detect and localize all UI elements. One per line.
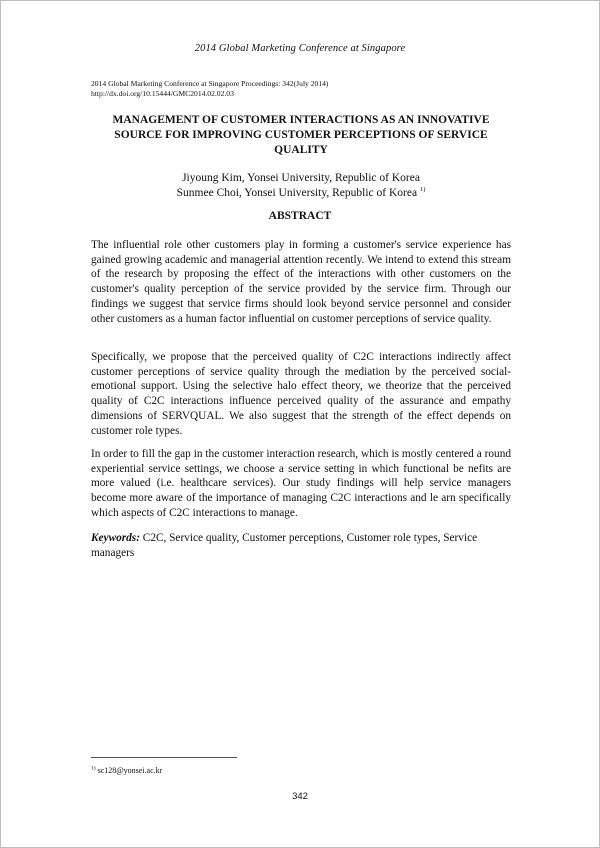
footnote-marker: 1) xyxy=(419,186,426,194)
footnote-mark: 1) xyxy=(91,765,96,772)
abstract-paragraph-1: The influential role other customers play in forming a customer's service experience has gained growing academic and managerial attention recently. We intend to extend this stream of the research by proposing the effect of the interactions with other customers on the customer's quality perception of the service provided by the service firm. Through our findings we suggest that service firms should look beyond service personnel and consider other customers as a human factor influential on customer perceptions of service quality. xyxy=(91,239,511,325)
page-number: 342 xyxy=(292,791,308,802)
doi-link[interactable]: http://dx.doi.org/10.15444/GMC2014.02.02.03 xyxy=(91,88,234,98)
proceedings-info xyxy=(91,79,328,98)
keywords-label: Keywords: xyxy=(91,532,140,544)
running-header: 2014 Global Marketing Conference at Singapore xyxy=(194,43,406,54)
keywords-text: C2C, Service quality, Customer perceptions, Customer role types, Service managers xyxy=(91,532,478,559)
author-block xyxy=(91,171,511,201)
title-line-2: SOURCE FOR IMPROVING CUSTOMER PERCEPTIONS OF SERVICE xyxy=(114,129,488,141)
abstract-heading: ABSTRACT xyxy=(268,210,332,222)
keywords xyxy=(91,531,511,560)
paper-title xyxy=(91,113,511,158)
footnote-email[interactable]: sc128@yonsei.ac.kr xyxy=(97,766,163,775)
abstract-paragraph-2: Specifically, we propose that the perceived quality of C2C interactions indirectly affect customer perceptions of service quality through the mediation by the perceived social-emotional support. Using the selective halo effect theory, we theorize that the perceived quality of C2C interactions influence perceived quality of the assurance and empathy dimensions of SERVQUAL. We also suggest that the strength of the effect depends on customer role types. xyxy=(91,351,511,437)
author-2-affiliation: Sunmee Choi, Yonsei University, Republic of Korea xyxy=(176,187,418,199)
title-line-3: QUALITY xyxy=(274,144,328,156)
author-1: Jiyoung Kim, Yonsei University, Republic of Korea xyxy=(182,172,420,184)
footnote-divider xyxy=(91,757,237,758)
abstract-paragraph-3: In order to fill the gap in the customer interaction research, which is mostly centered a round experiential service settings, we choose a service setting in which functional be nefits are more valued (i.e. healthcare services). Our study findings will help service managers become more aware of the importance of managing C2C interactions and le arn specifically which aspects of C2C interactions to manage. xyxy=(91,448,511,519)
title-line-1: MANAGEMENT OF CUSTOMER INTERACTIONS AS AN INNOVATIVE xyxy=(112,114,490,126)
footnote xyxy=(91,766,162,775)
author-2 xyxy=(91,186,511,201)
proceedings-citation: 2014 Global Marketing Conference at Singapore Proceedings: 342(July 2014) xyxy=(91,79,329,88)
